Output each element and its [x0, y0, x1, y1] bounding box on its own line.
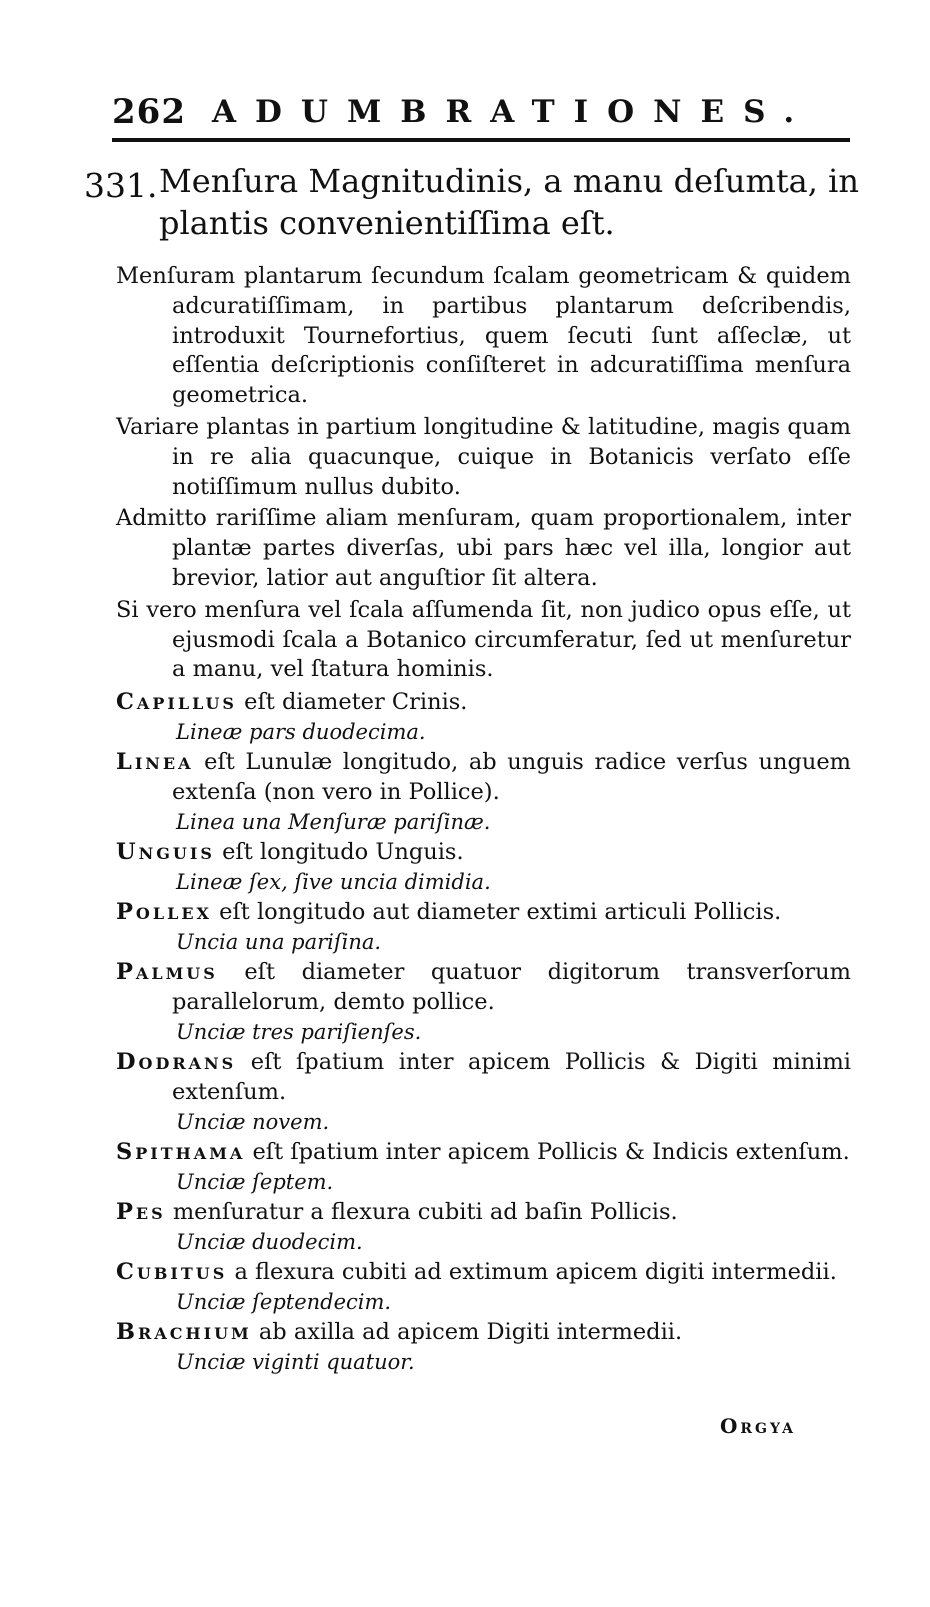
section-text: Menſura Magnitudinis, a manu deſumta, in plantis convenientiſſima eſt.	[159, 162, 859, 242]
measure-entry-pes	[116, 1197, 851, 1257]
entry-measure: Unciæ tres pariſienſes.	[176, 1020, 422, 1045]
entry-definition: a flexura cubiti ad extimum apicem digiti intermedii.	[234, 1259, 837, 1286]
entry-definition: eſt longitudo aut diameter extimi articuli Pollicis.	[219, 899, 782, 926]
entry-term: Palmus	[116, 959, 218, 986]
header-rule	[112, 138, 850, 142]
entry-line	[116, 1197, 851, 1227]
measure-entry-capillus	[116, 687, 851, 747]
page-number: 262	[112, 92, 186, 132]
entry-measure: Unciæ novem.	[176, 1110, 330, 1135]
entry-line	[116, 897, 851, 927]
entry-measure: Lineæ ſex, ſive uncia dimidia.	[176, 870, 491, 895]
paragraph: Admitto rariſſime aliam menſuram, quam proportionalem, inter plantæ partes diverſas, ubi pars hæc vel illa, longior aut brevior, latior aut anguſtior ſit altera.	[116, 505, 851, 591]
entry-definition: eſt Lunulæ longitudo, ab unguis radice verſus unguem extenſa (non vero in Pollice).	[172, 749, 851, 806]
measure-entry-palmus	[116, 957, 851, 1047]
running-head	[112, 92, 850, 140]
section-number: 331.	[84, 166, 158, 205]
measure-entry-cubitus	[116, 1257, 851, 1317]
measure-entry-spithama	[116, 1137, 851, 1197]
entry-term: Capillus	[116, 689, 237, 716]
entry-line	[116, 837, 851, 867]
entry-measure: Unciæ ſeptendecim.	[176, 1290, 392, 1315]
measure-entry-pollex	[116, 897, 851, 957]
entry-line	[116, 957, 851, 1017]
entry-measure: Linea una Menſuræ pariſinæ.	[176, 810, 491, 835]
entry-term: Pes	[116, 1199, 166, 1226]
measure-entry-linea	[116, 747, 851, 837]
entry-definition: eſt diameter quatuor digitorum transverſorum parallelorum, demto pollice.	[172, 959, 851, 1016]
entry-measure: Uncia una pariſina.	[176, 930, 382, 955]
paragraph: Variare plantas in partium longitudine & latitudine, magis quam in re alia quacunque, cuique in Botanicis verſato eſſe notiſſimum nullus dubito.	[116, 413, 851, 500]
entry-term: Cubitus	[116, 1259, 228, 1286]
entry-definition: eſt ſpatium inter apicem Pollicis & Digiti minimi extenſum.	[172, 1049, 851, 1106]
entry-line	[116, 1317, 851, 1347]
entry-definition: ab axilla ad apicem Digiti intermedii.	[258, 1319, 683, 1346]
measure-entry-dodrans	[116, 1047, 851, 1137]
entry-definition: eſt diameter Crinis.	[244, 689, 468, 716]
entry-term: Pollex	[116, 899, 212, 926]
entry-measure: Unciæ duodecim.	[176, 1230, 363, 1255]
running-title: ADUMBRATIONES.	[212, 94, 814, 130]
entry-measure: Unciæ ſeptem.	[176, 1170, 334, 1195]
measure-entry-brachium	[116, 1317, 851, 1377]
paragraph: Menſuram plantarum ſecundum ſcalam geometricam & quidem adcuratiſſimam, in partibus plantarum deſcribendis, introduxit Tournefortius, quem ſecuti ſunt aſſeclæ, ut eſſentia deſcriptionis conſiſteret in adcuratiſſima menſura geometrica.	[116, 263, 851, 409]
entry-term: Spithama	[116, 1139, 246, 1166]
entry-term: Brachium	[116, 1319, 252, 1346]
entry-term: Unguis	[116, 839, 215, 866]
paragraph: Si vero menſura vel ſcala aſſumenda ſit, non judico opus eſſe, ut ejusmodi ſcala a Botanico circumferatur, ſed ut menſuretur a manu, vel ſtatura hominis.	[116, 596, 851, 683]
entry-definition: eſt ſpatium inter apicem Pollicis & Indicis extenſum.	[252, 1139, 850, 1166]
entry-definition: menſuratur a flexura cubiti ad baſin Pollicis.	[172, 1199, 678, 1226]
entry-line	[116, 1257, 851, 1287]
entry-line	[116, 747, 851, 807]
entry-definition: eſt longitudo Unguis.	[222, 839, 464, 866]
entry-term: Linea	[116, 749, 194, 776]
entry-measure: Unciæ viginti quatuor.	[176, 1350, 415, 1375]
entry-measure: Lineæ pars duodecima.	[176, 720, 426, 745]
entry-term: Dodrans	[116, 1049, 237, 1076]
page-body	[116, 262, 851, 1377]
catchword: Orgya	[720, 1414, 796, 1438]
entry-line	[116, 1047, 851, 1107]
entry-line	[116, 1137, 851, 1167]
entry-line	[116, 687, 851, 717]
measure-entry-unguis	[116, 837, 851, 897]
